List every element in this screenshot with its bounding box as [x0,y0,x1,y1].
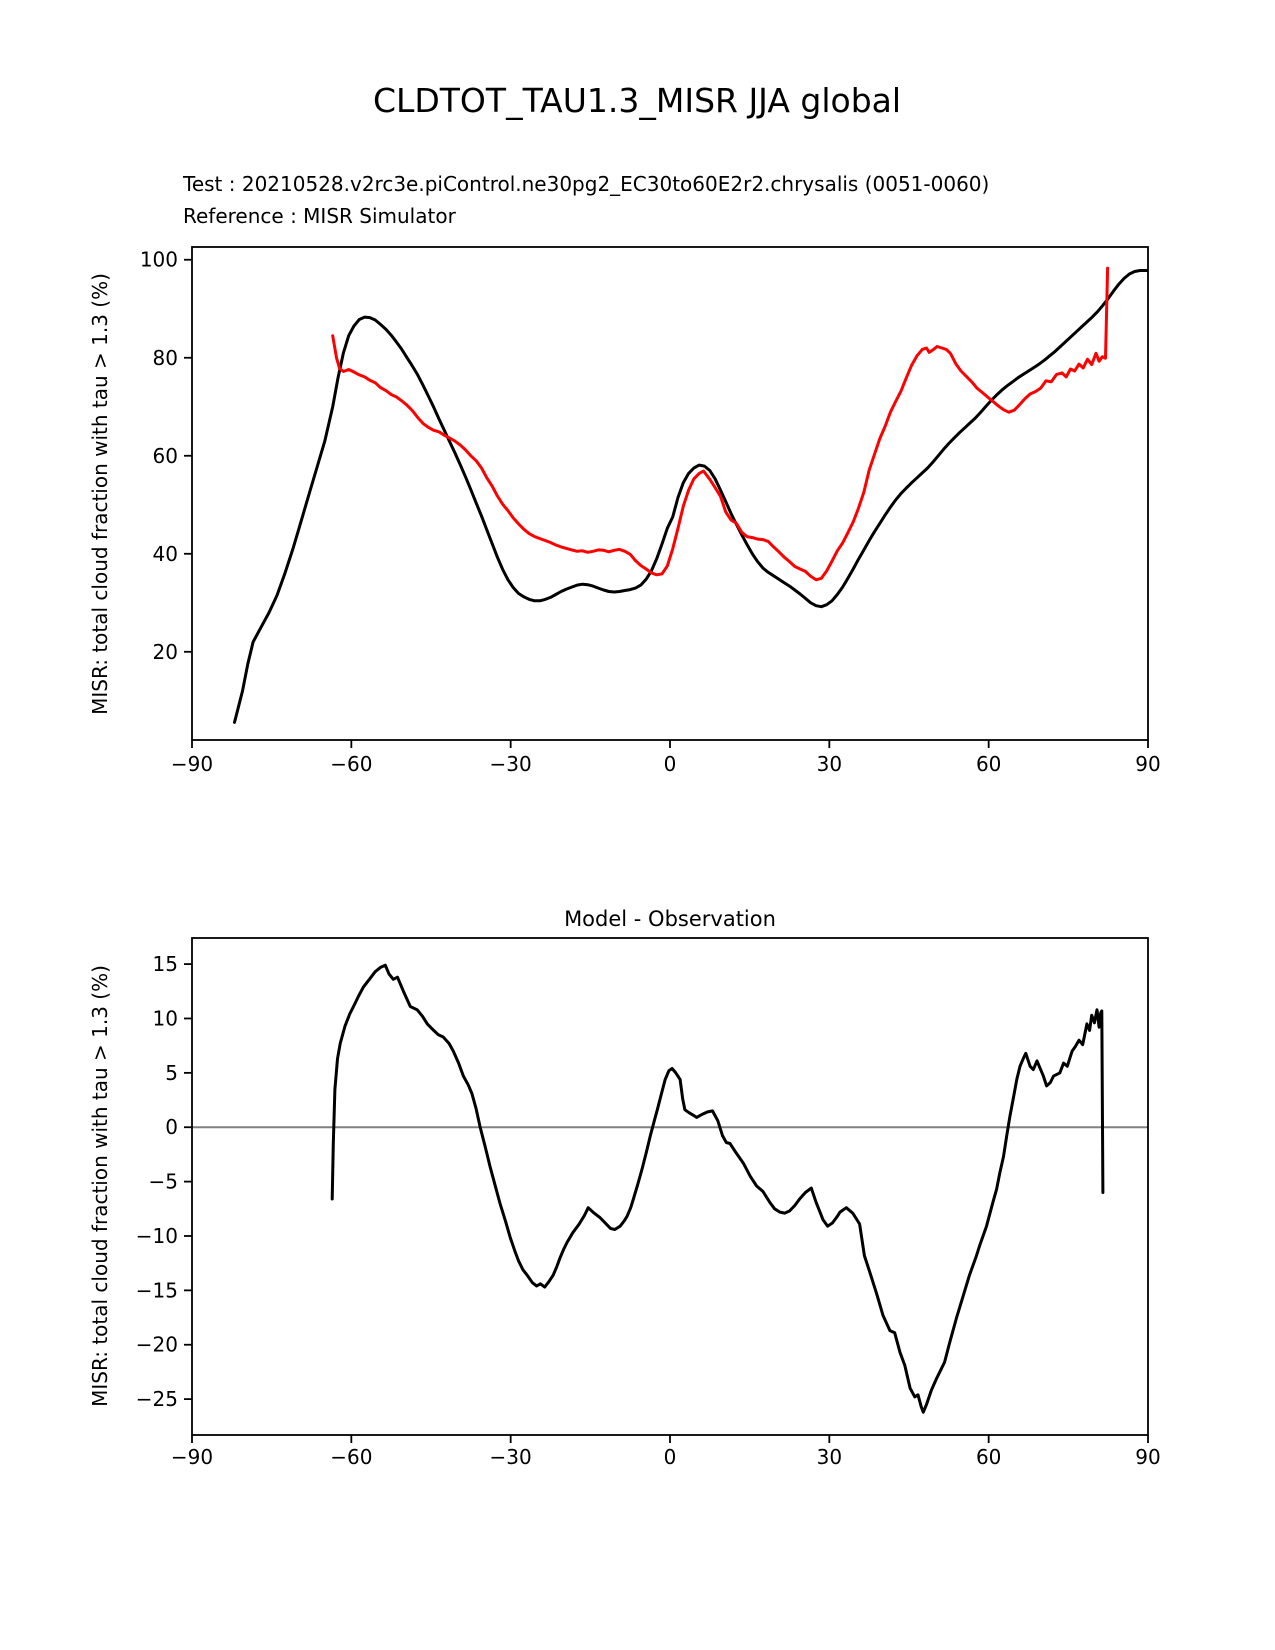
x-axis-tick-label: 60 [975,752,1002,776]
reference-label: Reference : MISR Simulator [183,204,456,228]
y-axis-tick-label: −10 [135,1223,178,1248]
x-axis-tick-label: 30 [816,1445,843,1469]
bottom-chart-y-axis-label: MISR: total cloud fraction with tau > 1.3 (%) [88,965,112,1407]
figure-title: CLDTOT_TAU1.3_MISR JJA global [372,81,902,120]
y-axis-tick-label: 40 [152,541,178,566]
y-axis-tick-label: 80 [152,345,178,370]
y-axis-tick-label: −15 [135,1278,178,1303]
y-axis-tick-label: −25 [135,1387,178,1412]
top-chart-latitude-plot [140,247,1161,776]
y-axis-tick-label: −20 [135,1332,178,1357]
series-line [333,268,1108,580]
y-axis-tick-label: 100 [139,247,178,272]
x-axis-tick-label: 90 [1135,1445,1161,1469]
series-line [332,965,1103,1412]
x-axis-tick-label: 30 [816,752,843,776]
x-axis-tick-label: −60 [330,752,373,776]
y-axis-tick-label: −5 [148,1169,178,1194]
plot-border [192,247,1148,740]
y-axis-tick-label: 10 [152,1006,178,1031]
x-axis-tick-label: 0 [663,752,677,776]
bottom-chart-title: Model - Observation [564,907,776,931]
x-axis-tick-label: 0 [663,1445,677,1469]
y-axis-tick-label: 5 [165,1060,178,1085]
bottom-chart-difference-plot [136,938,1161,1469]
y-axis-tick-label: 60 [152,443,178,468]
y-axis-tick-label: 15 [152,952,178,977]
y-axis-tick-label: 20 [152,639,178,664]
x-axis-tick-label: −30 [489,1445,532,1469]
y-axis-tick-label: 0 [165,1115,178,1140]
x-axis-tick-label: 60 [975,1445,1002,1469]
x-axis-tick-label: −30 [489,752,532,776]
x-axis-tick-label: −90 [170,1445,214,1469]
x-axis-tick-label: 90 [1135,752,1161,776]
plot-border [192,938,1148,1435]
top-chart-y-axis-label: MISR: total cloud fraction with tau > 1.3 (%) [88,273,112,715]
x-axis-tick-label: −60 [330,1445,373,1469]
x-axis-tick-label: −90 [170,752,214,776]
series-line [235,271,1149,723]
test-run-label: Test : 20210528.v2rc3e.piControl.ne30pg2_EC30to60E2r2.chrysalis (0051-0060) [183,172,990,196]
